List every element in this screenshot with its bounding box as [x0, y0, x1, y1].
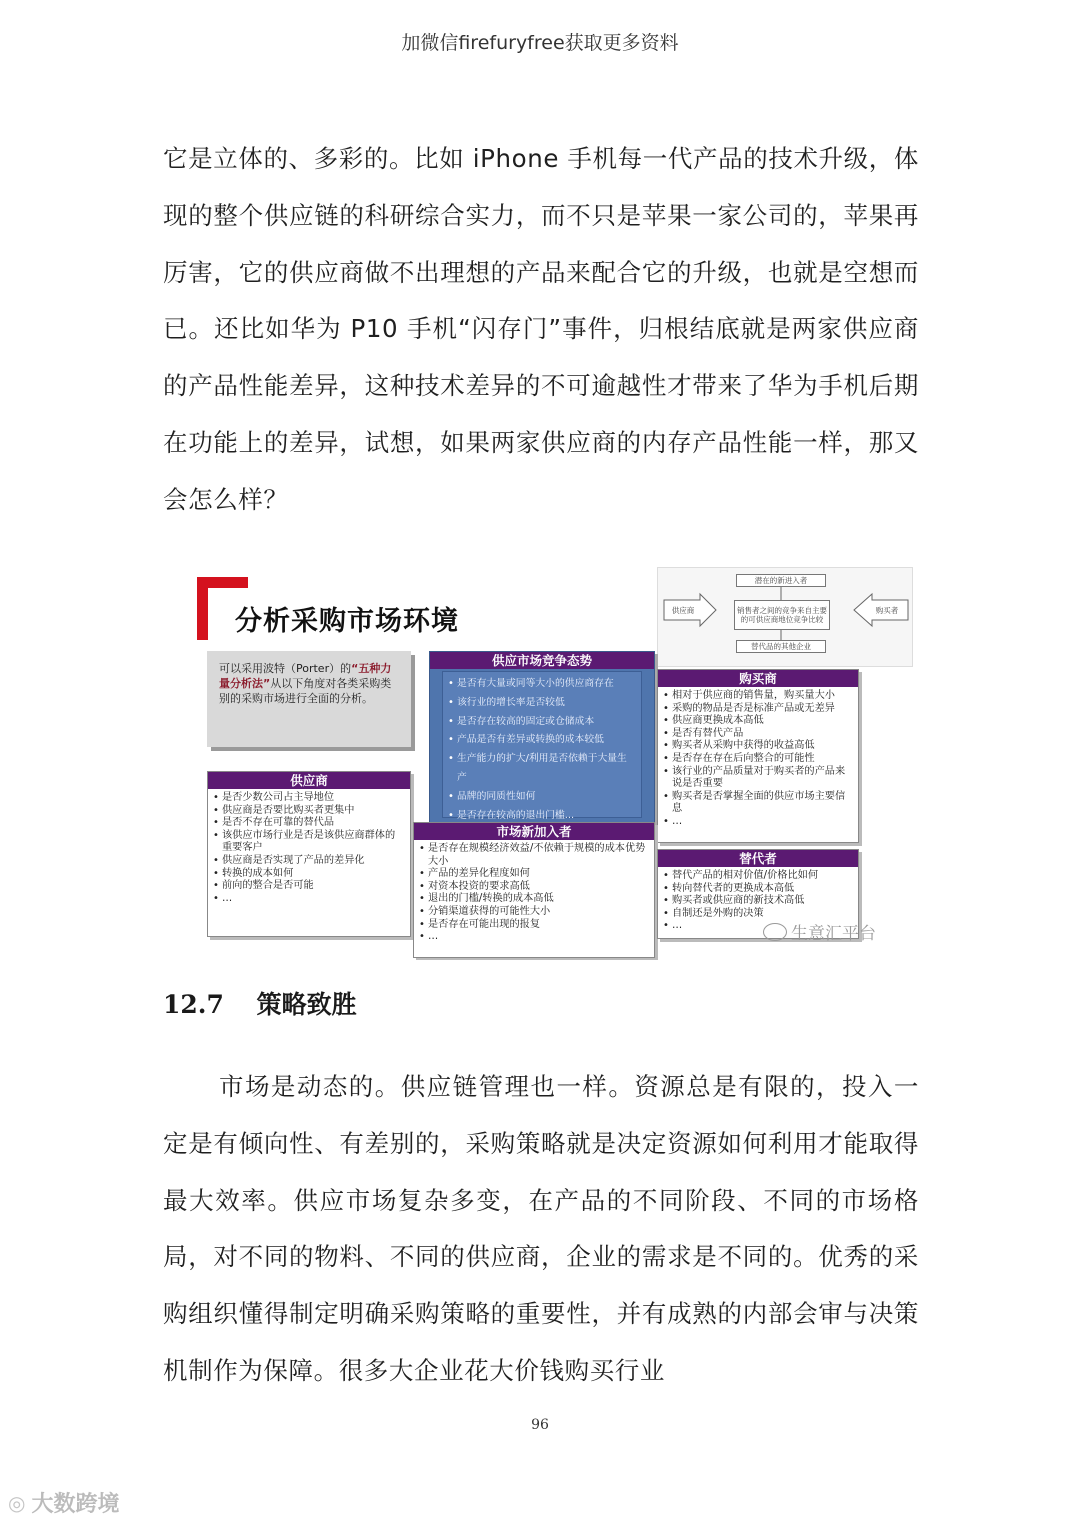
list-item: • 前向的整合是否可能: [222, 880, 404, 893]
mini-competition-box: 销售者之间的竞争来自主要的可供应商地位竞争比较: [734, 600, 830, 630]
force-supplier-title: 供应商: [208, 772, 410, 789]
force-substitute-title: 替代者: [658, 850, 858, 867]
list-item: • 转向替代者的更换成本高低: [672, 883, 852, 896]
section-title: 策略致胜: [256, 990, 357, 1019]
list-item: • 该行业的增长率是否较低: [457, 694, 635, 713]
logo-mark-icon: ◎: [8, 1490, 26, 1515]
list-item: • 产品是否有差异或转换的成本较低: [457, 731, 635, 750]
body-paragraph-2: 市场是动态的。供应链管理也一样。资源总是有限的，投入一定是有倾向性、有差别的，采购策略就是决定资源如何利用才能取得最大效率。供应市场复杂多变，在产品的不同阶段、不同的市场格局，对不同的物料、不同的供应商，企业的需求是不同的。优秀的采购组织懂得制定明确采购策略的重要性，并有成熟的内部会审与决策机制作为保障。很多大企业花大价钱购买行业: [163, 1072, 919, 1385]
list-item: • 是否存在可能出现的报复: [428, 919, 648, 932]
list-item: • 购买者从采购中获得的收益高低: [672, 740, 852, 753]
list-item: • 分销渠道获得的可能性大小: [428, 906, 648, 919]
list-item: • 是否存在较高的固定或仓储成本: [457, 713, 635, 732]
list-item: • 是否存在存在后向整合的可能性: [672, 753, 852, 766]
list-item: • 品牌的同质性如何: [457, 788, 635, 807]
section-number: 12.7: [163, 990, 224, 1019]
force-competition-title: 供应市场竞争态势: [430, 652, 654, 669]
list-item: • 退出的门槛/转换的成本高低: [428, 893, 648, 906]
list-item: • 是否少数公司占主导地位: [222, 792, 404, 805]
force-buyer-title: 购买商: [658, 670, 858, 687]
footer-logo: [8, 1487, 119, 1518]
list-item: • 对资本投资的要求高低: [428, 881, 648, 894]
intro-note-box: [207, 651, 411, 747]
mini-arrows-icon: [658, 568, 913, 668]
list-item: • 相对于供应商的销售量，购买量大小: [672, 690, 852, 703]
mini-new-entrant-box: 潜在的新进入者: [736, 574, 826, 587]
force-supplier: [207, 771, 411, 937]
footer-logo-text: 大数跨境: [31, 1492, 120, 1517]
list-item: • 是否存在较高的退出门槛...: [457, 807, 635, 826]
mini-substitute-box: 替代品的其他企业: [736, 640, 826, 653]
section-heading: [163, 985, 357, 1021]
list-item: • 生产能力的扩大/利用是否依赖于大量生产: [457, 750, 635, 788]
force-new-entrant: [413, 822, 655, 958]
list-item: • 是否存在规模经济效益/不依赖于规模的成本优势大小: [428, 843, 648, 868]
figure-title: 分析采购市场环境: [235, 606, 459, 637]
list-item: • …: [672, 920, 852, 933]
list-item: • …: [222, 893, 404, 906]
figure-watermark: [763, 919, 876, 944]
mini-buyer-label: 购买者: [875, 605, 899, 615]
force-competition: [429, 651, 655, 829]
porter-five-forces-figure: [163, 567, 913, 960]
list-item: • 替代产品的相对价值/价格比如何: [672, 870, 852, 883]
list-item: • 转换的成本如何: [222, 868, 404, 881]
force-competition-list: [443, 675, 641, 825]
force-supplier-list: [208, 792, 410, 905]
list-item: • 购买者是否掌握全面的供应市场主要信息: [672, 791, 852, 816]
list-item: • 供应商更换成本高低: [672, 715, 852, 728]
list-item: • …: [428, 931, 648, 944]
list-item: • …: [672, 816, 852, 829]
list-item: • 供应商是否实现了产品的差异化: [222, 855, 404, 868]
list-item: • 采购的物品是否是标准产品或无差异: [672, 703, 852, 716]
list-item: • 是否有大量或同等大小的供应商存在: [457, 675, 635, 694]
list-item: • 供应商是否要比购买者更集中: [222, 805, 404, 818]
force-new-entrant-title: 市场新加入者: [414, 823, 654, 840]
list-item: • 自制还是外购的决策: [672, 908, 852, 921]
force-new-entrant-list: [414, 843, 654, 944]
list-item: • 产品的差异化程度如何: [428, 868, 648, 881]
list-item: • 购买者或供应商的新技术高低: [672, 895, 852, 908]
list-item: • 该行业的产品质量对于购买者的产品来说是否重要: [672, 766, 852, 791]
page-header: 加微信firefuryfree获取更多资料: [401, 32, 679, 54]
intro-highlight: “五种力量分析法”: [219, 662, 392, 690]
page-number: 96: [531, 1417, 549, 1433]
body-paragraph-1: 它是立体的、多彩的。比如 iPhone 手机每一代产品的技术升级，体现的整个供应链的科研综合实力，而不只是苹果一家公司的，苹果再厉害，它的供应商做不出理想的产品来配合它的升级，也就是空想而已。还比如华为 P10 手机“闪存门”事件，归根结底就是两家供应商的产品性能差异，这种技术差异的不可逾越性才带来了华为手机后期在功能上的差异，试想，如果两家供应商的内存产品性能一样，那又会怎么样？: [163, 144, 919, 514]
wechat-icon: [763, 923, 787, 941]
force-buyer: [657, 669, 859, 843]
intro-pre: 可以采用波特（Porter）的: [219, 662, 352, 675]
list-item: • 是否有替代产品: [672, 728, 852, 741]
mini-five-forces-diagram: [657, 567, 913, 667]
list-item: • 是否不存在可靠的替代品: [222, 817, 404, 830]
force-buyer-list: [658, 690, 858, 829]
list-item: • 该供应市场行业是否是该供应商群体的重要客户: [222, 830, 404, 855]
mini-supplier-label: 供应商: [671, 605, 695, 615]
intro-post: 从以下角度对各类采购类别的采购市场进行全面的分析。: [219, 677, 392, 705]
watermark-text: 生意汇平台: [791, 924, 876, 944]
